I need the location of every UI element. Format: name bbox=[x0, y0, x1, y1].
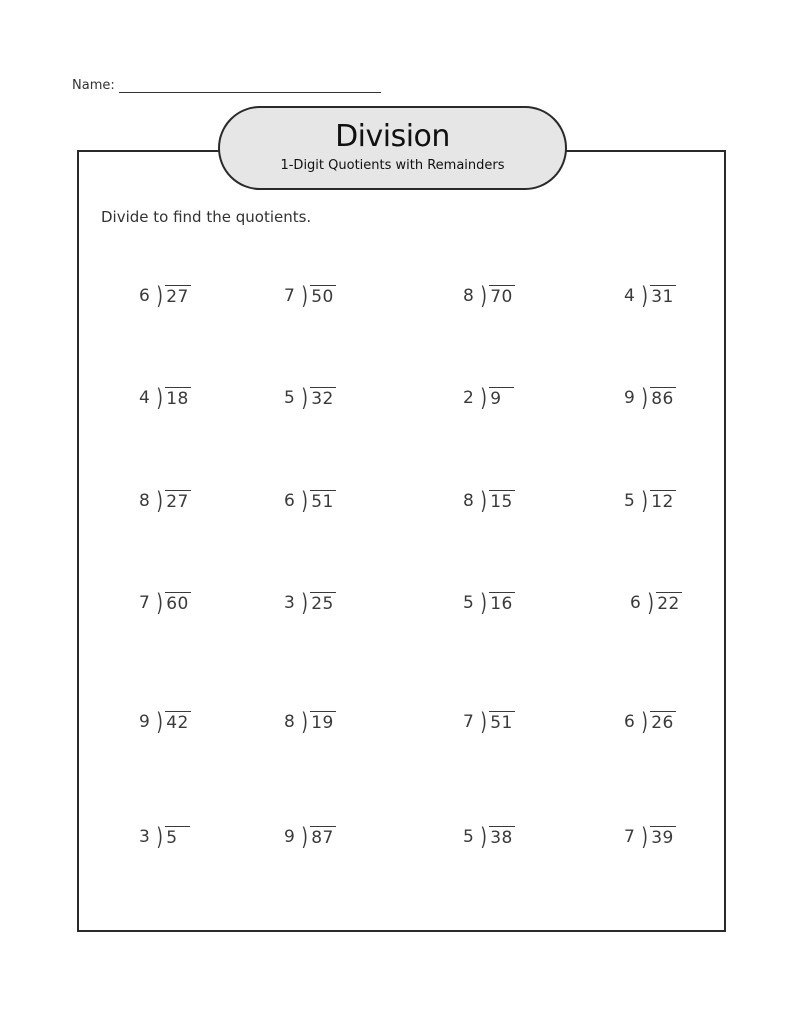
dividend: 26 bbox=[651, 713, 674, 733]
dividend: 86 bbox=[651, 389, 674, 409]
division-problem bbox=[284, 589, 336, 617]
dividend: 12 bbox=[651, 492, 674, 512]
divisor: 5 bbox=[284, 388, 295, 408]
dividend: 15 bbox=[490, 492, 513, 512]
division-bracket: ) bbox=[156, 487, 163, 515]
divisor: 6 bbox=[624, 712, 635, 732]
division-bracket: ) bbox=[156, 823, 163, 851]
division-problem bbox=[139, 487, 191, 515]
division-bracket: ) bbox=[301, 487, 308, 515]
dividend: 70 bbox=[490, 287, 513, 307]
division-bracket: ) bbox=[641, 708, 648, 736]
division-problem bbox=[624, 708, 676, 736]
division-bracket: ) bbox=[156, 589, 163, 617]
divisor: 6 bbox=[284, 491, 295, 511]
division-problem bbox=[624, 282, 676, 310]
division-problem bbox=[284, 708, 336, 736]
division-problem bbox=[463, 282, 515, 310]
divisor: 4 bbox=[139, 388, 150, 408]
division-problem bbox=[463, 823, 515, 851]
divisor: 4 bbox=[624, 286, 635, 306]
worksheet-frame bbox=[77, 150, 726, 932]
dividend: 27 bbox=[166, 492, 189, 512]
division-bracket: ) bbox=[480, 589, 487, 617]
division-problem bbox=[630, 589, 682, 617]
division-problem bbox=[624, 823, 676, 851]
division-bracket: ) bbox=[641, 487, 648, 515]
divisor: 5 bbox=[463, 593, 474, 613]
division-problem bbox=[463, 487, 515, 515]
division-bracket: ) bbox=[156, 384, 163, 412]
division-bracket: ) bbox=[301, 708, 308, 736]
dividend: 50 bbox=[311, 287, 334, 307]
dividend: 16 bbox=[490, 594, 513, 614]
name-label: Name: bbox=[72, 78, 115, 93]
division-bracket: ) bbox=[156, 708, 163, 736]
division-bracket: ) bbox=[301, 589, 308, 617]
dividend: 22 bbox=[657, 594, 680, 614]
division-bracket: ) bbox=[480, 708, 487, 736]
division-bracket: ) bbox=[480, 487, 487, 515]
divisor: 9 bbox=[284, 827, 295, 847]
divisor: 5 bbox=[624, 491, 635, 511]
dividend: 9 bbox=[489, 387, 514, 409]
dividend: 19 bbox=[311, 713, 334, 733]
division-problem bbox=[463, 708, 515, 736]
divisor: 8 bbox=[463, 286, 474, 306]
division-bracket: ) bbox=[647, 589, 654, 617]
division-bracket: ) bbox=[641, 282, 648, 310]
division-problem bbox=[139, 589, 191, 617]
divisor: 8 bbox=[463, 491, 474, 511]
division-problem bbox=[139, 384, 191, 412]
divisor: 8 bbox=[284, 712, 295, 732]
dividend: 31 bbox=[651, 287, 674, 307]
title-banner bbox=[218, 106, 567, 190]
division-problem bbox=[284, 384, 336, 412]
dividend: 18 bbox=[166, 389, 189, 409]
division-bracket: ) bbox=[480, 823, 487, 851]
dividend: 5 bbox=[165, 826, 190, 848]
divisor: 7 bbox=[463, 712, 474, 732]
dividend: 42 bbox=[166, 713, 189, 733]
divisor: 2 bbox=[463, 388, 474, 408]
page-subtitle: 1-Digit Quotients with Remainders bbox=[280, 158, 505, 173]
division-bracket: ) bbox=[480, 282, 487, 310]
division-bracket: ) bbox=[301, 823, 308, 851]
page-title: Division bbox=[335, 119, 450, 154]
dividend: 39 bbox=[651, 828, 674, 848]
dividend: 87 bbox=[311, 828, 334, 848]
division-problem bbox=[624, 384, 676, 412]
division-problem bbox=[139, 823, 190, 851]
divisor: 5 bbox=[463, 827, 474, 847]
division-bracket: ) bbox=[641, 384, 648, 412]
divisor: 8 bbox=[139, 491, 150, 511]
division-problem bbox=[463, 589, 515, 617]
divisor: 7 bbox=[139, 593, 150, 613]
divisor: 6 bbox=[630, 593, 641, 613]
division-bracket: ) bbox=[480, 384, 487, 412]
divisor: 7 bbox=[284, 286, 295, 306]
divisor: 9 bbox=[624, 388, 635, 408]
name-line[interactable] bbox=[119, 78, 381, 93]
division-bracket: ) bbox=[641, 823, 648, 851]
division-bracket: ) bbox=[156, 282, 163, 310]
dividend: 60 bbox=[166, 594, 189, 614]
division-problem bbox=[463, 384, 514, 412]
divisor: 9 bbox=[139, 712, 150, 732]
dividend: 51 bbox=[311, 492, 334, 512]
name-field[interactable] bbox=[72, 78, 381, 93]
divisor: 3 bbox=[284, 593, 295, 613]
division-problem bbox=[284, 823, 336, 851]
division-problem bbox=[284, 282, 336, 310]
dividend: 25 bbox=[311, 594, 334, 614]
divisor: 6 bbox=[139, 286, 150, 306]
division-bracket: ) bbox=[301, 282, 308, 310]
dividend: 27 bbox=[166, 287, 189, 307]
dividend: 32 bbox=[311, 389, 334, 409]
division-problem bbox=[139, 282, 191, 310]
division-problem bbox=[624, 487, 676, 515]
division-bracket: ) bbox=[301, 384, 308, 412]
divisor: 3 bbox=[139, 827, 150, 847]
division-problem bbox=[284, 487, 336, 515]
dividend: 51 bbox=[490, 713, 513, 733]
division-problem bbox=[139, 708, 191, 736]
instructions: Divide to find the quotients. bbox=[101, 208, 312, 226]
dividend: 38 bbox=[490, 828, 513, 848]
divisor: 7 bbox=[624, 827, 635, 847]
